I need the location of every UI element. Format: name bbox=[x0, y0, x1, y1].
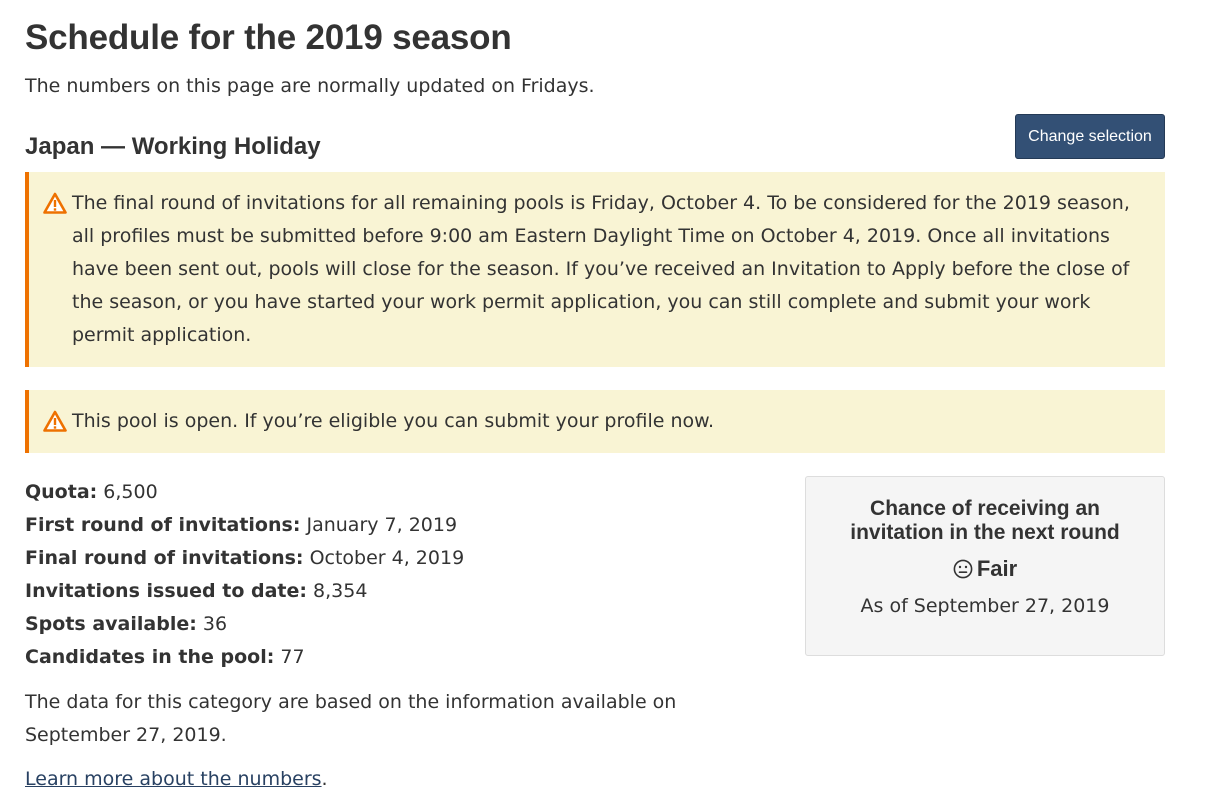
stat-label: Spots available: bbox=[25, 613, 197, 635]
final-round-alert bbox=[25, 172, 1165, 367]
update-note: The numbers on this page are normally updated on Fridays. bbox=[25, 75, 595, 97]
stat-value: 6,500 bbox=[103, 481, 158, 503]
stat-label: Quota: bbox=[25, 481, 98, 503]
change-selection-button[interactable]: Change selection bbox=[1015, 114, 1165, 159]
stat-quota bbox=[25, 476, 464, 509]
chance-value bbox=[806, 556, 1164, 582]
stat-value: 8,354 bbox=[313, 580, 368, 602]
stat-final-round bbox=[25, 542, 464, 575]
stat-invitations-issued bbox=[25, 575, 464, 608]
stat-label: Final round of invitations: bbox=[25, 547, 304, 569]
data-note: The data for this category are based on the information available on September 27, 2019. bbox=[25, 691, 677, 746]
stat-first-round bbox=[25, 509, 464, 542]
stat-value: 77 bbox=[280, 646, 305, 668]
chance-value-text: Fair bbox=[976, 556, 1018, 581]
learn-more-link[interactable]: Learn more about the numbers bbox=[25, 768, 322, 790]
pool-open-alert bbox=[25, 390, 1165, 453]
chance-as-of-date: As of September 27, 2019 bbox=[860, 595, 1110, 617]
stat-value: October 4, 2019 bbox=[309, 547, 465, 569]
final-round-alert-text: The final round of invitations for all remaining pools is Friday, October 4. To be considered for the 2019 season, all profiles must be submitted before 9:00 am Eastern Daylight Time on October 4, 2019. Once all invitations have been sent out, pools will close for the season. If you’ve received an Invitation to Apply before the close of the season, or you have started your work permit application, you can still complete and submit your work permit application. bbox=[72, 192, 1130, 346]
stat-label: First round of invitations: bbox=[25, 514, 301, 536]
selection-heading: Japan — Working Holiday bbox=[25, 133, 321, 160]
chance-title: Chance of receiving an invitation in the next round bbox=[850, 497, 1120, 544]
stat-label: Invitations issued to date: bbox=[25, 580, 307, 602]
learn-more-period: . bbox=[321, 768, 328, 790]
pool-open-alert-text: This pool is open. If you’re eligible you can submit your profile now. bbox=[72, 410, 714, 432]
warning-icon bbox=[43, 410, 67, 432]
warning-icon bbox=[43, 192, 67, 214]
stat-candidates bbox=[25, 641, 464, 674]
stat-label: Candidates in the pool: bbox=[25, 646, 275, 668]
learn-more-paragraph bbox=[25, 763, 328, 796]
invitation-chance-panel bbox=[805, 476, 1165, 656]
page-title: Schedule for the 2019 season bbox=[25, 18, 512, 57]
pool-stats-list bbox=[25, 476, 464, 674]
stat-value: January 7, 2019 bbox=[306, 514, 458, 536]
stat-value: 36 bbox=[202, 613, 228, 635]
neutral-face-icon bbox=[953, 559, 973, 579]
stat-spots-available bbox=[25, 608, 464, 641]
